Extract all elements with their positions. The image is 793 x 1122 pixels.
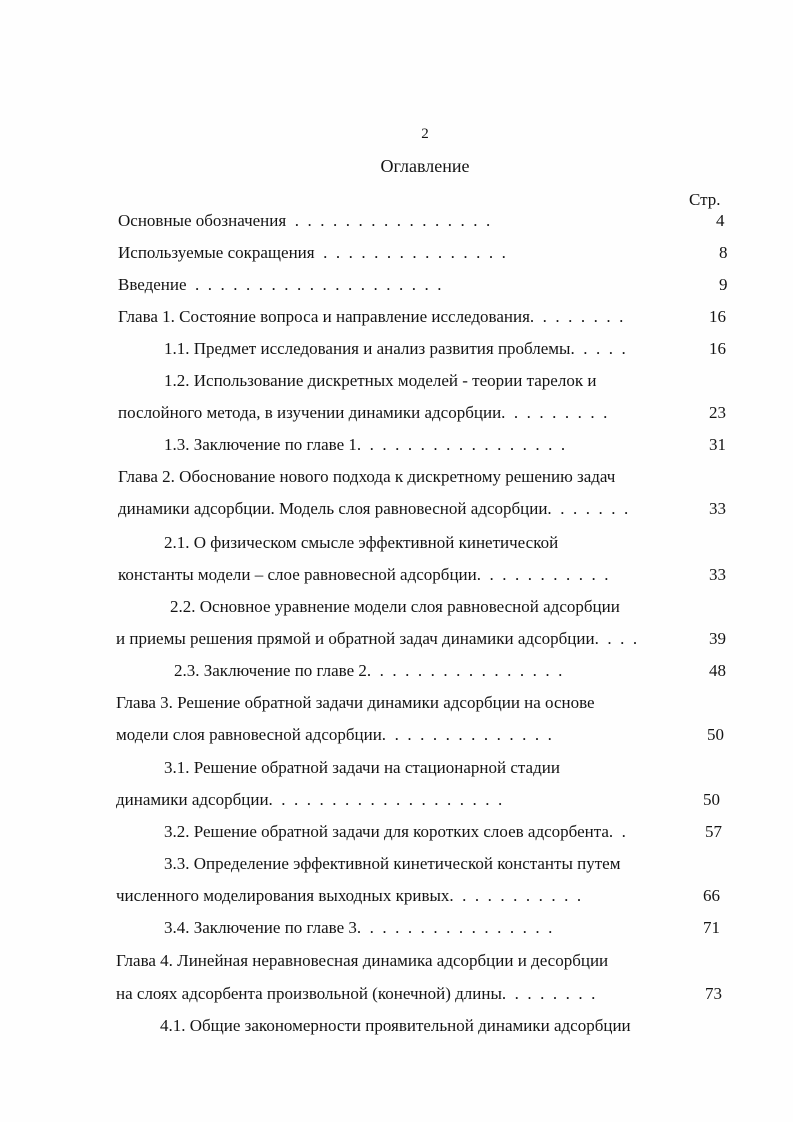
toc-entry [164,917,552,939]
toc-entry-page: 33 [709,499,726,518]
toc-entry-page: 50 [703,790,720,809]
toc-entry [160,1015,631,1037]
toc-entry [170,596,620,618]
page-number: 2 [421,126,429,142]
toc-entry [118,564,609,586]
toc-entry [164,821,626,843]
toc-entry-page: 50 [707,725,724,744]
toc-entry-text: Используемые сокращения [118,243,315,262]
toc-entry-page: 23 [709,403,726,422]
toc-entry-text: Глава 2. Обоснование нового подхода к дискретному решению задач [118,467,616,486]
toc-entry-text: модели слоя равновесной адсорбции. [116,725,387,744]
toc-entry-text: 3.4. Заключение по главе 3. [164,918,362,937]
toc-entry-page: 16 [709,339,726,358]
toc-entry-text: Основные обозначения [118,211,287,230]
toc-entry [164,853,620,875]
toc-entry-dots: . . . . . . . . . . . . . . . [371,661,563,680]
toc-entry [118,242,506,264]
toc-entry [118,306,623,328]
toc-entry-dots: . . . . . . . . . . . . . . . [361,918,553,937]
toc-entry-page: 4 [716,211,725,230]
toc-entry-dots: . . . [598,629,638,648]
toc-entry-dots: . . . . . . . . . . [481,565,609,584]
toc-entry-text: 2.3. Заключение по главе 2. [174,661,372,680]
toc-entry-text: численного моделирования выходных кривых. [116,886,454,905]
toc-entry-text: 2.2. Основное уравнение модели слоя равновесной адсорбции [170,597,620,616]
toc-entry-page: 66 [703,886,720,905]
toc-entry-dots: . . . . . . . . . . . . . . . . [361,435,566,454]
toc-entry-dots: . . . . . . . [506,984,596,1003]
toc-entry-dots: . . . . . . . . [505,403,608,422]
toc-entry-text: 1.2. Использование дискретных моделей - теории тарелок и [164,371,597,390]
toc-entry-dots: . . . . . . . . . . . . . . . . . . . . [186,275,442,294]
toc-entry [116,950,608,972]
toc-entry [118,466,615,488]
toc-entry-text: 3.3. Определение эффективной кинетической константы путем [164,854,621,873]
toc-entry [174,660,562,682]
toc-entry [116,983,595,1005]
toc-entry-page: 16 [709,307,726,326]
toc-entry-text: 1.1. Предмет исследования и анализ развития проблемы. [164,339,575,358]
toc-entry-text: 3.2. Решение обратной задачи для коротких слоев адсорбента. [164,822,614,841]
toc-entry-dots: . . . . . . [551,499,629,518]
toc-entry-page: 31 [709,435,726,454]
toc-entry-text: динамики адсорбции. [116,790,273,809]
toc-entry-text: 3.1. Решение обратной задачи на стационарной стадии [164,758,560,777]
toc-entry [118,274,442,296]
toc-entry-text: Введение [118,275,187,294]
toc-entry-text: константы модели – слое равновесной адсорбции. [118,565,481,584]
toc-entry [164,532,558,554]
toc-entry-text: послойного метода, в изучении динамики адсорбции. [118,403,506,422]
toc-entry [164,338,626,360]
toc-entry-page: 57 [705,822,722,841]
toc-entry-dots: . . . . . . . . . . . . . . . . [286,211,491,230]
toc-entry [116,789,502,811]
toc-entry-text: Глава 1. Состояние вопроса и направление исследования. [118,307,535,326]
toc-entry-dots: . . . . . . . . . . . . . [386,725,552,744]
toc-entry-text: и приемы решения прямой и обратной задач динамики адсорбции. [116,629,599,648]
toc-entry-text: Глава 3. Решение обратной задачи динамики адсорбции на основе [116,693,595,712]
toc-entry [116,628,637,650]
toc-entry-dots: . [613,822,626,841]
toc-entry-page: 33 [709,565,726,584]
toc-entry-text: динамики адсорбции. Модель слоя равновесной адсорбции. [118,499,552,518]
toc-entry [164,434,565,456]
toc-entry-text: 4.1. Общие закономерности проявительной динамики адсорбции [160,1016,631,1035]
toc-entry-dots: . . . . [574,339,626,358]
page-column-label: Стр. [689,190,721,209]
toc-entry-page: 71 [703,918,720,937]
toc-entry [116,885,581,907]
toc-entry [116,724,552,746]
toc-entry-text: Глава 4. Линейная неравновесная динамика адсорбции и десорбции [116,951,609,970]
toc-entry-page: 73 [705,984,722,1003]
toc-entry-page: 39 [709,629,726,648]
toc-entry-page: 8 [719,243,728,262]
toc-entry-page: 9 [719,275,728,294]
toc-entry [118,210,490,232]
toc-entry [118,402,607,424]
toc-entry [116,692,595,714]
toc-entry [118,498,628,520]
toc-entry-text: на слоях адсорбента произвольной (конечной) длины. [116,984,507,1003]
toc-entry [164,370,596,392]
toc-entry-text: 2.1. О физическом смысле эффективной кинетической [164,533,559,552]
toc-entry-dots: . . . . . . . . . . . . . . . . . . [272,790,503,809]
toc-entry-dots: . . . . . . . . . . . . . . . [314,243,506,262]
toc-entry [164,757,560,779]
toc-entry-text: 1.3. Заключение по главе 1. [164,435,362,454]
toc-entry-page: 48 [709,661,726,680]
toc-entry-dots: . . . . . . . . . . [453,886,582,905]
toc-title: Оглавление [380,156,470,176]
toc-entry-dots: . . . . . . . [534,307,624,326]
